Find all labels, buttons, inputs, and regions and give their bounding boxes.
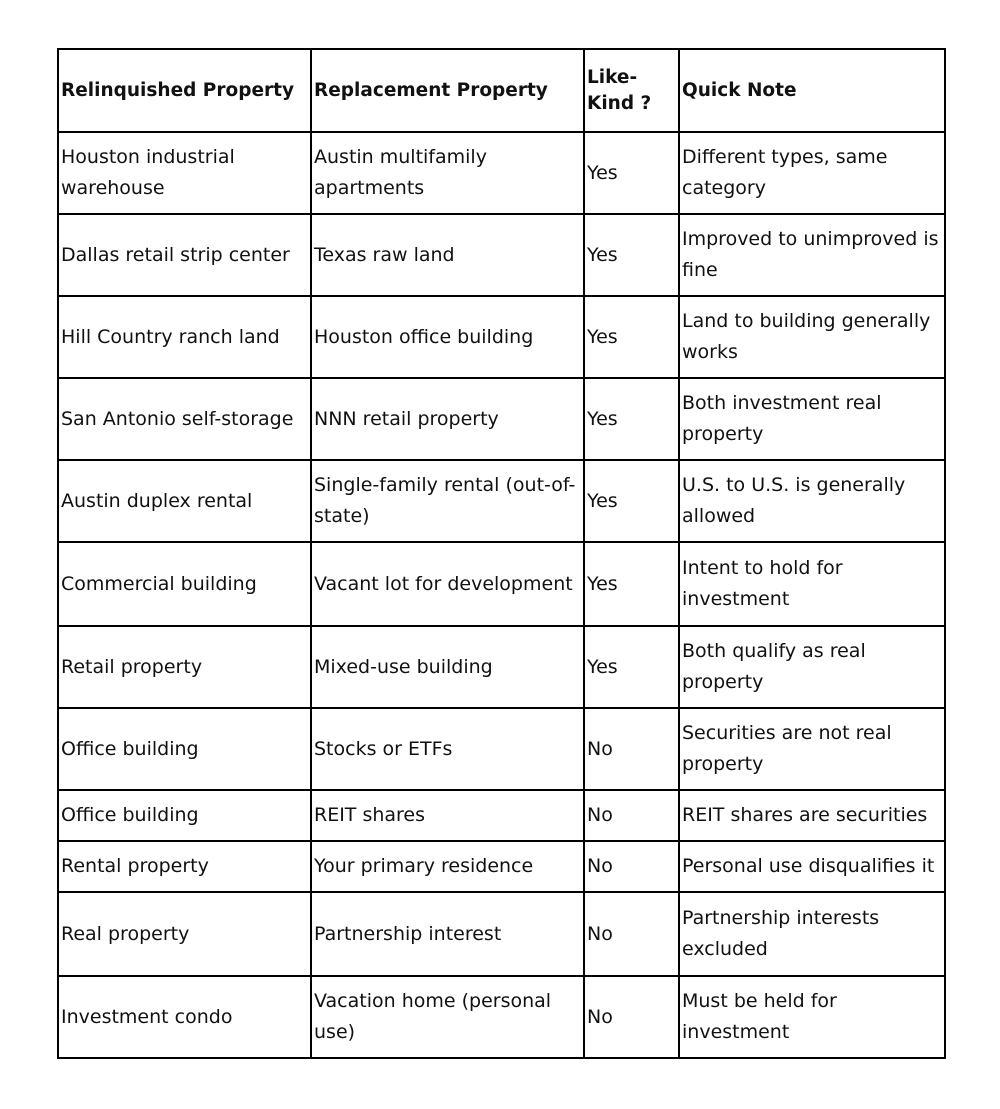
relinquished-cell: Office building xyxy=(58,708,311,790)
relinquished-cell: San Antonio self-storage xyxy=(58,378,311,460)
relinquished-cell: Austin duplex rental xyxy=(58,460,311,542)
replacement-cell: NNN retail property xyxy=(311,378,584,460)
note-cell: Intent to hold for investment xyxy=(679,542,945,626)
table-row xyxy=(58,841,945,892)
note-cell: Securities are not real property xyxy=(679,708,945,790)
header-row xyxy=(58,49,945,132)
table-body xyxy=(58,132,945,1058)
table-row xyxy=(58,132,945,214)
replacement-cell: Houston office building xyxy=(311,296,584,378)
relinquished-cell: Investment condo xyxy=(58,976,311,1058)
note-cell: Both qualify as real property xyxy=(679,626,945,708)
like-kind-cell: Yes xyxy=(584,132,679,214)
replacement-cell: REIT shares xyxy=(311,790,584,841)
note-cell: Improved to unimproved is fine xyxy=(679,214,945,296)
relinquished-cell: Office building xyxy=(58,790,311,841)
note-cell: Different types, same category xyxy=(679,132,945,214)
table-row xyxy=(58,976,945,1058)
header-like-kind: Like-Kind ? xyxy=(584,49,679,132)
like-kind-cell: Yes xyxy=(584,460,679,542)
like-kind-cell: No xyxy=(584,841,679,892)
like-kind-cell: No xyxy=(584,892,679,976)
like-kind-cell: Yes xyxy=(584,214,679,296)
note-cell: Personal use disqualifies it xyxy=(679,841,945,892)
replacement-cell: Partnership interest xyxy=(311,892,584,976)
note-cell: Must be held for investment xyxy=(679,976,945,1058)
replacement-cell: Mixed-use building xyxy=(311,626,584,708)
table-row xyxy=(58,892,945,976)
replacement-cell: Single-family rental (out-of-state) xyxy=(311,460,584,542)
relinquished-cell: Rental property xyxy=(58,841,311,892)
table-row xyxy=(58,542,945,626)
replacement-cell: Vacation home (personal use) xyxy=(311,976,584,1058)
like-kind-cell: Yes xyxy=(584,296,679,378)
table-row xyxy=(58,214,945,296)
table-row xyxy=(58,708,945,790)
note-cell: Both investment real property xyxy=(679,378,945,460)
table-row xyxy=(58,296,945,378)
header-replacement-property: Replacement Property xyxy=(311,49,584,132)
like-kind-cell: Yes xyxy=(584,378,679,460)
replacement-cell: Stocks or ETFs xyxy=(311,708,584,790)
header-quick-note: Quick Note xyxy=(679,49,945,132)
like-kind-cell: No xyxy=(584,976,679,1058)
like-kind-cell: Yes xyxy=(584,542,679,626)
note-cell: REIT shares are securities xyxy=(679,790,945,841)
relinquished-cell: Dallas retail strip center xyxy=(58,214,311,296)
table-row xyxy=(58,790,945,841)
note-cell: U.S. to U.S. is generally allowed xyxy=(679,460,945,542)
note-cell: Partnership interests excluded xyxy=(679,892,945,976)
relinquished-cell: Hill Country ranch land xyxy=(58,296,311,378)
like-kind-cell: Yes xyxy=(584,626,679,708)
relinquished-cell: Real property xyxy=(58,892,311,976)
replacement-cell: Vacant lot for development xyxy=(311,542,584,626)
replacement-cell: Your primary residence xyxy=(311,841,584,892)
like-kind-exchange-table xyxy=(57,48,946,1059)
like-kind-cell: No xyxy=(584,708,679,790)
table-header xyxy=(58,49,945,132)
relinquished-cell: Commercial building xyxy=(58,542,311,626)
replacement-cell: Austin multifamily apartments xyxy=(311,132,584,214)
relinquished-cell: Retail property xyxy=(58,626,311,708)
table-row xyxy=(58,378,945,460)
relinquished-cell: Houston industrial warehouse xyxy=(58,132,311,214)
header-relinquished-property: Relinquished Property xyxy=(58,49,311,132)
table-row xyxy=(58,460,945,542)
replacement-cell: Texas raw land xyxy=(311,214,584,296)
note-cell: Land to building generally works xyxy=(679,296,945,378)
table-row xyxy=(58,626,945,708)
like-kind-cell: No xyxy=(584,790,679,841)
